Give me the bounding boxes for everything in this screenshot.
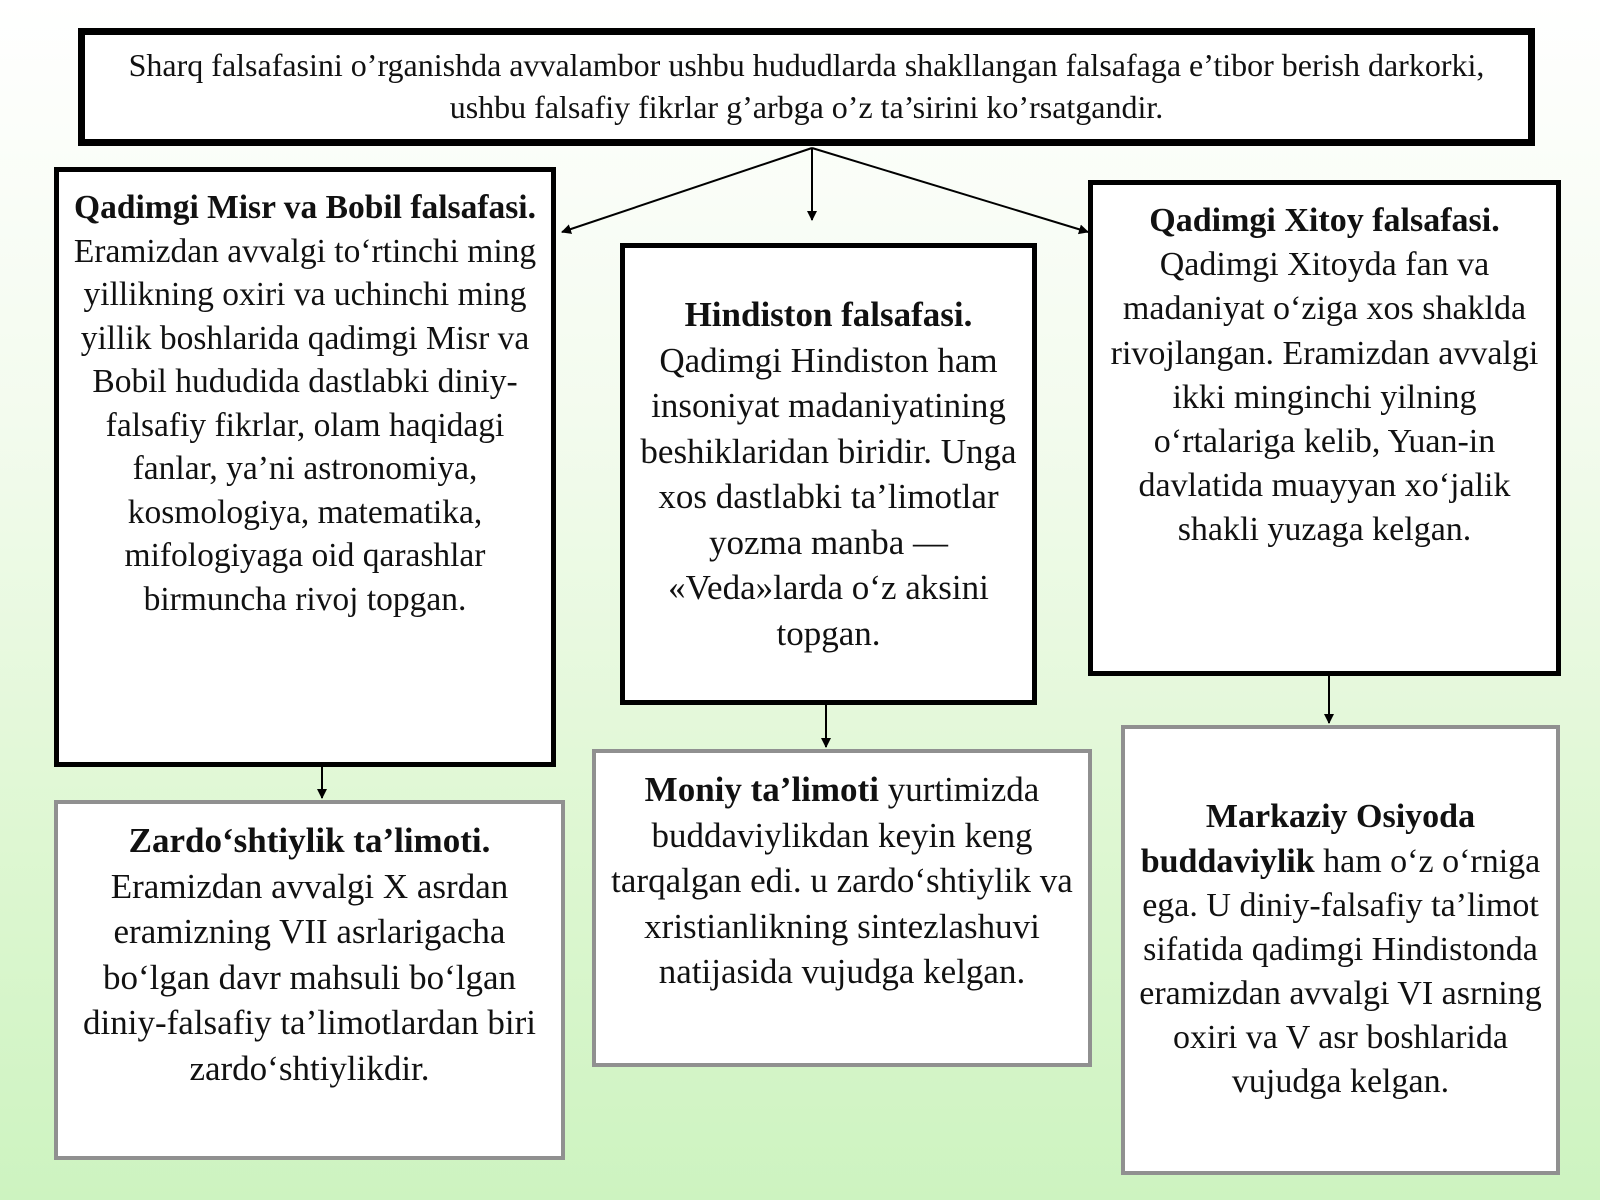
zardoshtiylik-title: Zardo‘shtiylik ta’limoti. [128,821,491,860]
markaziy-osiyo-body: ham o‘z o‘rniga ega. U diniy-falsafiy ta’limot sifatida qadimgi Hindistonda eramizdan avvalgi VI asrning oxiri va V asr boshlarida vujudga kelgan. [1139,842,1542,1101]
header-text: Sharq falsafasini o’rganishda avvalambor ushbu hududlarda shakllangan falsafaga e’tibor berish darkorki, ushbu falsafiy fikrlar g’arbga o’z ta’sirini ko’rsatgandir. [128,47,1485,125]
zardoshtiylik-body: Eramizdan avvalgi X asrdan eramizning VII asrlarigacha bo‘lgan davr mahsuli bo‘lgan diniy-falsafiy ta’limotlardan biri zardo‘shtiylikdir. [83,866,536,1088]
xitoy-title: Qadimgi Xitoy falsafasi. [1149,202,1500,239]
xitoy-box [1088,180,1561,676]
hindiston-body: Qadimgi Hindiston ham insoniyat madaniyatining beshiklaridan biridir. Unga xos dastlabki ta’limotlar yozma manba — «Veda»larda o‘z aksini topgan. [640,340,1017,653]
xitoy-body: Qadimgi Xitoyda fan va madaniyat o‘ziga xos shaklda rivojlangan. Eramizdan avvalgi ikki minginchi yilning o‘rtalariga kelib, Yuan-in davlatida muayyan xo‘jalik shakli yuzaga kelgan. [1110,246,1539,549]
hindiston-box [620,243,1037,705]
moniy-body: yurtimizda buddaviylikdan keyin keng tarqalgan edi. u zardo‘shtiylik va xristianlikning sintezlashuvi natijasida vujudga kelgan. [611,770,1073,991]
header-box [78,28,1535,146]
arrow-to-misr [562,148,812,232]
misr-bobil-body: Eramizdan avvalgi to‘rtinchi ming yillikning oxiri va uchinchi ming yillik boshlarida qadimgi Misr va Bobil hududida dastlabki diniy-falsafiy fikrlar, olam haqidagi fanlar, ya’ni astronomiya, kosmologiya, matematika, mifologiyaga oid qarashlar birmuncha rivoj topgan. [73,232,537,618]
hindiston-title: Hindiston falsafasi. [684,295,973,334]
zardoshtiylik-box [54,800,565,1160]
moniy-title: Moniy ta’limoti [644,770,879,809]
misr-bobil-box [54,167,556,767]
markaziy-osiyo-box [1121,725,1560,1175]
arrow-to-xitoy [812,148,1088,232]
moniy-box [592,749,1092,1067]
markaziy-osiyo-title: Markaziy Osiyoda buddaviylik [1140,798,1476,880]
misr-bobil-title: Qadimgi Misr va Bobil falsafasi. [74,189,536,226]
